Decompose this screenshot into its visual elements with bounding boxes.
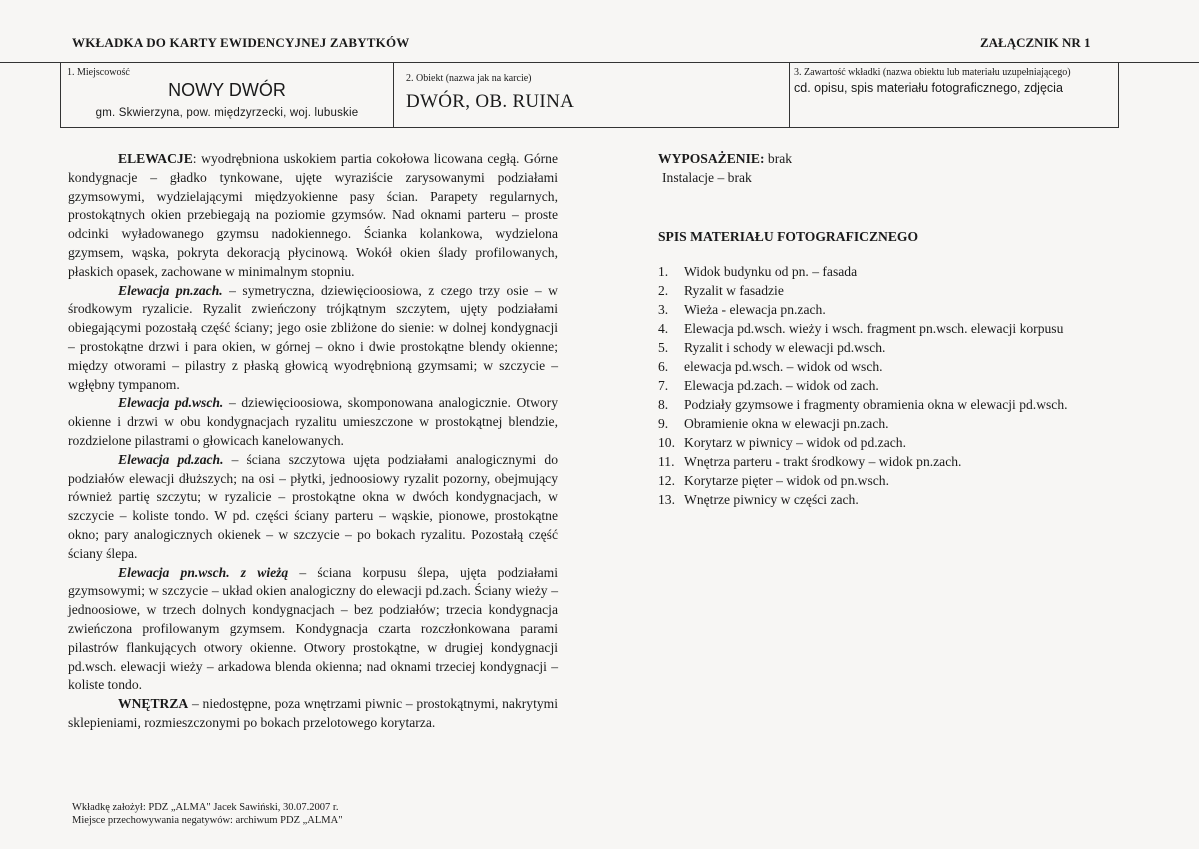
photo-list-item: [658, 396, 1118, 415]
paragraph-elevations: [68, 150, 558, 282]
description-column: [68, 150, 558, 733]
attachment-number: ZAŁĄCZNIK NR 1: [980, 35, 1091, 50]
photo-item-text: Elewacja pd.zach. – widok od zach.: [684, 377, 879, 393]
paragraph-se-elevation: [68, 394, 558, 450]
photo-list-item: [658, 472, 1118, 491]
photo-item-text: Elewacja pd.wsch. wieży i wsch. fragment pn.wsch. elewacji korpusu: [684, 320, 1064, 336]
contents-box: [790, 62, 1119, 128]
photo-list-title: SPIS MATERIAŁU FOTOGRAFICZNEGO: [658, 229, 919, 244]
photo-list: [658, 263, 1118, 510]
photo-list-item: [658, 263, 1118, 282]
photo-item-number: 3.: [658, 301, 669, 317]
photo-list-item: [658, 453, 1118, 472]
contents-value: cd. opisu, spis materiału fotograficznego, zdjęcia: [794, 81, 1063, 95]
equipment-line: [658, 150, 1118, 169]
paragraph-nw-elevation: [68, 282, 558, 395]
paragraph-sw-elevation: [68, 451, 558, 564]
equipment-value: brak: [764, 151, 793, 166]
photo-list-item: [658, 320, 1118, 339]
se-elevation-heading: Elewacja pd.wsch.: [118, 395, 224, 411]
photo-item-text: Ryzalit i schody w elewacji pd.wsch.: [684, 339, 886, 355]
photo-item-number: 2.: [658, 282, 669, 298]
photo-item-text: Ryzalit w fasadzie: [684, 282, 784, 298]
photo-item-text: elewacja pd.wsch. – widok od wsch.: [684, 358, 883, 374]
sw-elevation-heading: Elewacja pd.zach.: [118, 451, 224, 467]
photo-item-number: 6.: [658, 358, 669, 374]
locality-label: 1. Miejscowość: [67, 67, 130, 78]
locality-box: [60, 62, 394, 128]
object-label: 2. Obiekt (nazwa jak na karcie): [406, 73, 532, 84]
photo-list-item: [658, 415, 1118, 434]
installations-line: Instalacje – brak: [662, 169, 752, 185]
ne-elevation-text: – ściana korpusu ślepa, ujęta podziałami gzymsowymi; w szczycie – układ okien analogiczny do elewacji pd.zach. Ściany wieży – jednoosiowe, w trzech dolnych kondygnacjach – bez podziałów; trzecia kondygnacja zwieńczona profilowanym gzymsem. Kondygnacja czarta rozczłonkowana parami pilastrów flankujących otwory okienne. Otwory prostokątne, w drugiej kondygnacji pd.wsch. elewacji wieży – arkadowa blenda okienna; nad oknami trzeciej kondygnacji – koliste tondo.: [68, 564, 558, 693]
contents-label: 3. Zawartość wkładki (nazwa obiektu lub materiału uzupełniającego): [794, 67, 1071, 78]
footer-archive: Miejsce przechowywania negatywów: archiwum PDZ „ALMA": [72, 815, 343, 826]
photo-item-text: Wnętrze piwnicy w części zach.: [684, 491, 859, 507]
photo-item-text: Podziały gzymsowe i fragmenty obramienia okna w elewacji pd.wsch.: [684, 396, 1068, 412]
photo-item-text: Obramienie okna w elewacji pn.zach.: [684, 415, 889, 431]
photo-item-number: 12.: [658, 472, 675, 488]
photo-item-number: 9.: [658, 415, 669, 431]
sw-elevation-text: – ściana szczytowa ujęta podziałami analogicznymi do podziałów elewacji dłuższych; na osi – płytki, jednoosiowy ryzalit pozorny, obejmujący również partię szczytu; w ryzalicie – prostokątne okna w dwóch kondygnacjach, w szczycie – koliste tondo. W pd. części ściany parteru – wąskie, pionowe, prostokątne okno; pary analogicznych okienek – w szczycie – po bokach ryzalitu. Pozostałą część ściany ślepa.: [68, 451, 558, 561]
document-title: WKŁADKA DO KARTY EWIDENCYJNEJ ZABYTKÓW: [72, 35, 410, 50]
locality-admin: gm. Skwierzyna, pow. międzyrzecki, woj. lubuskie: [95, 107, 359, 119]
photo-list-item: [658, 301, 1118, 320]
photo-list-item: [658, 358, 1118, 377]
interiors-heading: WNĘTRZA: [118, 696, 189, 712]
photo-list-item: [658, 434, 1118, 453]
page-header: [0, 0, 1199, 63]
interiors-text: – niedostępne, poza wnętrzami piwnic – prostokątnymi, nakrytymi sklepieniami, rozmieszczonymi po bokach przelotowego korytarza.: [68, 696, 558, 730]
photo-item-number: 7.: [658, 377, 669, 393]
right-column: [658, 150, 1118, 507]
photo-list-item: [658, 491, 1118, 510]
elevations-heading: ELEWACJE: [118, 151, 193, 166]
object-box: [394, 62, 790, 128]
photo-item-number: 10.: [658, 434, 675, 450]
photo-item-text: Korytarze pięter – widok od pn.wsch.: [684, 472, 889, 488]
photo-list-item: [658, 282, 1118, 301]
photo-item-text: Wnętrza parteru - trakt środkowy – widok pn.zach.: [684, 453, 962, 469]
ne-elevation-heading: Elewacja pn.wsch. z wieżą: [118, 564, 289, 580]
equipment-label: WYPOSAŻENIE:: [658, 151, 765, 166]
photo-item-number: 5.: [658, 339, 669, 355]
nw-elevation-text: – symetryczna, dziewięcioosiowa, z czego trzy osie – w środkowym ryzalicie. Ryzalit zwieńczony trójkątnym szczytem, ujęty podziałami obiegającymi pozostałą część ściany; jego osie zbliżone do sienie: w dolnej kondygnacji – prostokątne drzwi i para okien, w górnej – okno i dwie prostokątne blendy okienne; między otworami – pilastry z płaską głowicą wyodrębnioną gzymsami; w szczycie – wgłębny tympanom.: [68, 282, 558, 392]
photo-item-number: 8.: [658, 396, 669, 412]
se-elevation-text: – dziewięcioosiowa, skomponowana analogicznie. Otwory okienne i drzwi w obu kondygnacjach ryzalitu umieszczone w prostokątnej blendzie, rozdzielone pilastrami o głowicach kanelowanych.: [68, 395, 559, 448]
footer-author: Wkładkę założył: PDZ „ALMA" Jacek Sawiński, 30.07.2007 r.: [72, 802, 339, 813]
nw-elevation-heading: Elewacja pn.zach.: [118, 282, 223, 298]
elevations-text: : wyodrębniona uskokiem partia cokołowa licowana cegłą. Górne kondygnacje – gładko tynkowane, ujęte wyraziście zarysowanymi podziałami gzymsowymi, wydzielającymi międzyokienne pasy ścian. Parapety regularnych, prostokątnych okien przebiegają na poziomie gzymsów. Nad oknami parteru – proste odcinki wyładowanego gzymsu nadokiennego. Ścianka kolankowa, wydzielona gzymsem, wąska, pokryta dekoracją płycinową. Wokół okien ślady profilowanych, płaskich opasek, zachowane w minimalnym stopniu.: [68, 151, 558, 279]
photo-item-number: 13.: [658, 491, 675, 507]
photo-list-item: [658, 339, 1118, 358]
object-name: DWÓR, OB. RUINA: [406, 91, 575, 112]
photo-item-text: Wieża - elewacja pn.zach.: [684, 301, 826, 317]
photo-item-number: 4.: [658, 320, 669, 336]
footer: [72, 801, 343, 827]
photo-item-text: Korytarz w piwnicy – widok od pd.zach.: [684, 434, 906, 450]
photo-item-text: Widok budynku od pn. – fasada: [684, 264, 858, 279]
paragraph-interiors: [68, 695, 558, 733]
photo-list-item: [658, 377, 1118, 396]
photo-item-number: 11.: [658, 453, 675, 469]
photo-item-number: 1.: [658, 264, 669, 279]
locality-name: NOWY DWÓR: [168, 80, 286, 100]
paragraph-ne-elevation: [68, 564, 558, 696]
